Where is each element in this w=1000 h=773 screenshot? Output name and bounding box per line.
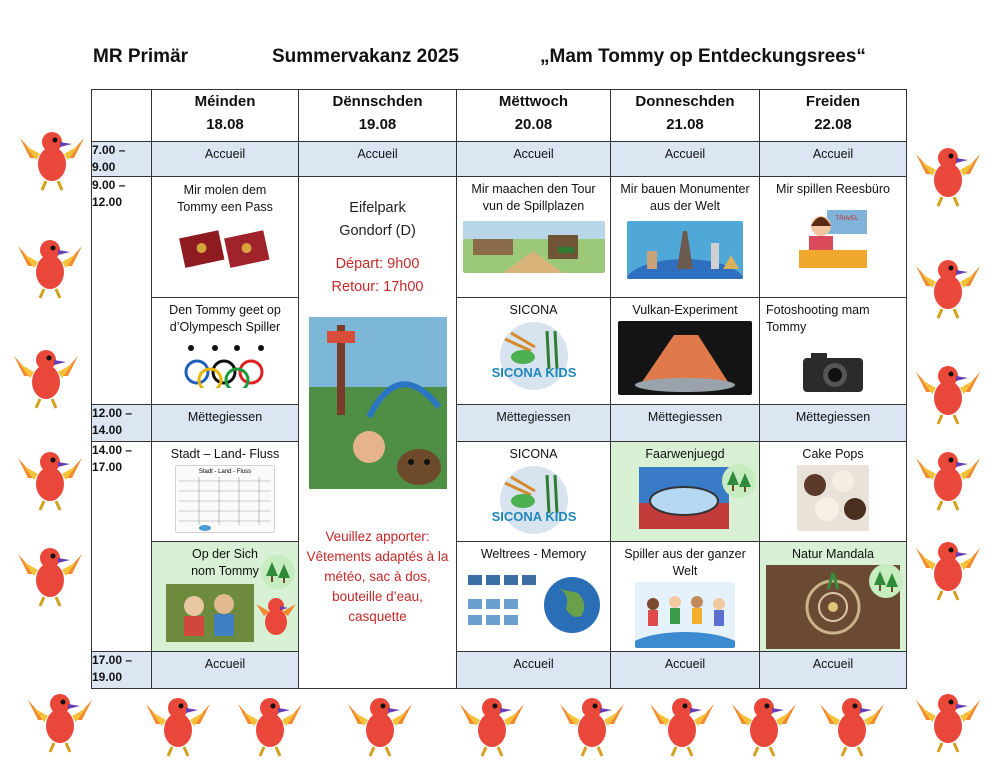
accueil-label: Accueil <box>513 657 554 671</box>
activity-cell: Op der Sich nom Tommy <box>152 542 299 652</box>
accueil-label: Accueil <box>357 147 398 161</box>
svg-text:TRAVEL: TRAVEL <box>835 216 859 222</box>
phoenix-mascot-decoration <box>916 444 982 512</box>
phoenix-mascot-decoration <box>916 140 982 208</box>
svg-text:SICONA KIDS: SICONA KIDS <box>491 365 576 380</box>
lunch-label: Mëttegiessen <box>795 410 871 424</box>
phoenix-mascot-decoration <box>650 690 716 758</box>
accueil-label: Accueil <box>812 147 854 161</box>
phoenix-mascot-decoration <box>18 444 84 512</box>
stadt-land-fluss-sheet-image <box>175 465 275 533</box>
return-time: Retour: 17h00 <box>331 279 424 295</box>
accueil-label: Accueil <box>664 147 706 161</box>
activity-cell: Vulkan-Experiment <box>611 298 760 405</box>
world-memory-image <box>464 565 604 645</box>
children-of-world-image <box>635 582 735 648</box>
children-searching-image <box>166 584 254 642</box>
phoenix-mascot-decoration <box>238 690 304 758</box>
nature-tree-icon <box>868 563 904 599</box>
day-header-wed: Mëttwoch 20.08 <box>457 90 611 142</box>
color-hunt-image <box>639 467 729 529</box>
phoenix-mascot-decoration <box>916 252 982 320</box>
eifelpark-cell <box>299 177 457 689</box>
phoenix-mascot-decoration <box>28 686 94 754</box>
volcano-image <box>618 321 752 395</box>
sicona-logo <box>491 321 577 391</box>
theme-title: „Mam Tommy op Entdeckungsrees“ <box>540 46 866 67</box>
activity-cell: Faarwenjuegd <box>611 442 760 542</box>
accueil-label: Accueil <box>664 657 706 671</box>
time-slot: 12.00 – 14.00 <box>92 405 152 442</box>
phoenix-mascot-decoration <box>460 690 526 758</box>
time-slot: 17.00 – 19.00 <box>92 652 152 689</box>
phoenix-mascot-decoration <box>14 342 80 410</box>
phoenix-mascot-decoration <box>348 690 414 758</box>
accueil-label: Accueil <box>812 657 854 671</box>
nature-tree-icon <box>260 554 296 590</box>
weekly-schedule <box>91 89 907 689</box>
activity-cell: Mir spillen Reesbüro TRAVEL <box>760 177 907 298</box>
svg-text:SICONA KIDS: SICONA KIDS <box>491 509 576 524</box>
day-header-tue: Dënnschden 19.08 <box>299 90 457 142</box>
lunch-label: Mëttegiessen <box>647 410 723 424</box>
activity-cell: Cake Pops <box>760 442 907 542</box>
phoenix-mascot-decoration <box>820 690 886 758</box>
nature-tree-icon <box>721 463 757 499</box>
world-monuments-image <box>627 221 743 279</box>
activity-cell: Mir molen dem Tommy een Pass <box>152 177 299 298</box>
phoenix-mascot-decoration <box>916 686 982 754</box>
activity-cell: Stadt – Land- Fluss Stadt - Land - Fluss <box>152 442 299 542</box>
time-slot: 7.00 – 9.00 <box>92 142 152 177</box>
playground-image <box>463 221 605 273</box>
bring-items-note: Veuillez apporter: Vêtements adaptés à la météo, sac à dos, bouteille d’eau, casquette <box>306 529 449 624</box>
tommy-phoenix-icon <box>256 594 296 640</box>
activity-cell: SICONA SICONA KIDS <box>457 298 611 405</box>
activity-cell: Mir bauen Monumenter aus der Welt <box>611 177 760 298</box>
cake-pops-image <box>797 465 869 531</box>
corner-cell <box>92 90 152 142</box>
sicona-logo <box>491 465 577 535</box>
park-title: Eifelpark Gondorf (D) <box>339 200 416 239</box>
day-header-fri: Freiden 22.08 <box>760 90 907 142</box>
activity-cell: Mir maachen den Tour vun de Spillplazen <box>457 177 611 298</box>
activity-cell: Den Tommy geet op d’Olympesch Spiller <box>152 298 299 405</box>
event-title: Summervakanz 2025 <box>272 46 459 67</box>
lunch-label: Mëttegiessen <box>187 410 263 424</box>
svg-text:Stadt - Land - Fluss: Stadt - Land - Fluss <box>198 469 252 475</box>
lunch-label: Mëttegiessen <box>496 410 571 424</box>
phoenix-mascot-decoration <box>18 232 84 300</box>
passport-image <box>177 228 273 272</box>
time-slot: 9.00 – 12.00 <box>92 177 152 405</box>
time-slot: 14.00 – 17.00 <box>92 442 152 652</box>
accueil-label: Accueil <box>204 657 246 671</box>
day-header-mon: Méinden 18.08 <box>152 90 299 142</box>
activity-cell: Spiller aus der ganzer Welt <box>611 542 760 652</box>
phoenix-mascot-decoration <box>20 124 86 192</box>
amusement-park-image <box>309 317 447 489</box>
school-name: MR Primär <box>93 46 189 67</box>
activity-cell: Fotoshooting mam Tommy <box>760 298 907 405</box>
activity-cell: SICONA SICONA KIDS <box>457 442 611 542</box>
phoenix-mascot-decoration <box>732 690 798 758</box>
depart-time: Départ: 9h00 <box>335 256 420 272</box>
travel-agent-image <box>797 204 869 270</box>
phoenix-mascot-decoration <box>560 690 626 758</box>
camera-image <box>801 350 865 394</box>
olympic-rings-image <box>177 342 273 388</box>
activity-cell: Natur Mandala <box>760 542 907 652</box>
accueil-label: Accueil <box>513 147 554 161</box>
phoenix-mascot-decoration <box>916 358 982 426</box>
phoenix-mascot-decoration <box>146 690 212 758</box>
phoenix-mascot-decoration <box>18 540 84 608</box>
accueil-label: Accueil <box>204 147 246 161</box>
phoenix-mascot-decoration <box>916 534 982 602</box>
day-header-thu: Donneschden 21.08 <box>611 90 760 142</box>
activity-cell: Weltrees - Memory <box>457 542 611 652</box>
